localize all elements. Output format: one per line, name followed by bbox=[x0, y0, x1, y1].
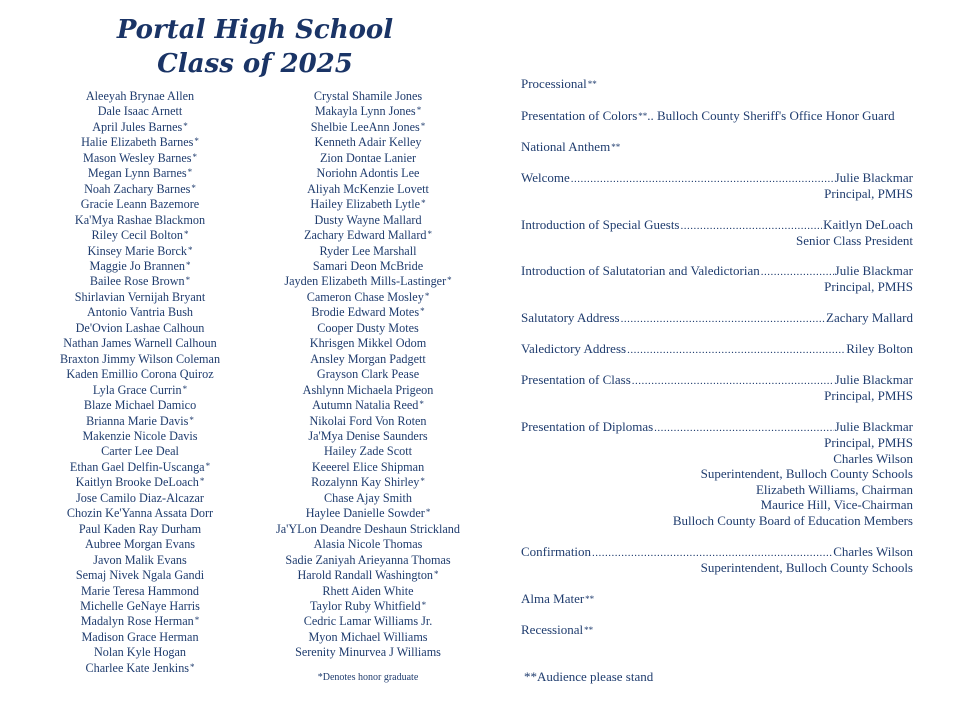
presenter-name: Charles Wilson bbox=[833, 450, 913, 466]
stand-mark: ** bbox=[585, 594, 595, 604]
graduate-name bbox=[243, 444, 493, 459]
graduate-name bbox=[243, 166, 493, 181]
graduate-name bbox=[15, 491, 265, 506]
dot-leader bbox=[592, 545, 832, 561]
honor-star-icon: * bbox=[447, 275, 452, 286]
graduate-name bbox=[243, 630, 493, 645]
graduate-name-text: Maggie Jo Brannen bbox=[89, 258, 185, 273]
graduate-name-text: Chozin Ke'Yanna Assata Dorr bbox=[66, 506, 214, 521]
honor-star-icon: * bbox=[191, 182, 196, 193]
stand-mark: ** bbox=[611, 142, 621, 152]
honor-star-icon: * bbox=[425, 507, 431, 518]
graduate-name bbox=[243, 321, 493, 336]
program-label: Presentation of Class bbox=[521, 372, 631, 387]
graduate-list-right bbox=[243, 89, 493, 661]
graduate-name-text: Nathan James Warnell Calhoun bbox=[63, 336, 217, 351]
honor-star-icon: * bbox=[420, 120, 426, 131]
honor-star-icon: * bbox=[182, 383, 188, 394]
program-speaker: Zachary Mallard bbox=[826, 310, 913, 325]
graduate-name-text: Noriohn Adontis Lee bbox=[316, 166, 420, 181]
graduate-name bbox=[15, 135, 265, 150]
program-speaker: Kaitlyn DeLoach bbox=[823, 217, 913, 232]
graduate-name-text: Cedric Lamar Williams Jr. bbox=[303, 614, 433, 629]
program-label: Confirmation bbox=[521, 544, 592, 559]
graduate-name-text: Blaze Michael Damico bbox=[83, 398, 197, 413]
graduate-name bbox=[243, 213, 493, 228]
graduate-name bbox=[243, 151, 493, 166]
graduate-name bbox=[15, 614, 265, 629]
graduate-name bbox=[243, 475, 493, 490]
graduate-name bbox=[243, 645, 493, 660]
honor-star-icon: * bbox=[190, 661, 195, 672]
honor-star-icon: * bbox=[183, 120, 188, 131]
program-speaker: Julie Blackmar bbox=[834, 263, 913, 278]
graduate-name-text: Kenneth Adair Kelley bbox=[314, 135, 422, 150]
presenter-name: Maurice Hill, Vice-Chairman bbox=[760, 497, 913, 512]
graduate-name bbox=[243, 429, 493, 444]
speaker-title: Principal, PMHS bbox=[824, 279, 913, 294]
graduate-name-text: Shelbie LeeAnn Jones bbox=[310, 119, 420, 134]
stand-mark: ** bbox=[638, 111, 648, 121]
speaker-title: Principal, PMHS bbox=[824, 388, 913, 403]
graduate-name-text: Madison Grace Herman bbox=[81, 629, 199, 644]
graduate-name-text: Cooper Dusty Motes bbox=[317, 320, 419, 335]
graduate-name bbox=[15, 290, 265, 305]
graduate-name bbox=[15, 383, 265, 398]
graduate-name bbox=[15, 537, 265, 552]
honor-star-icon: * bbox=[205, 460, 211, 471]
graduate-name bbox=[15, 336, 265, 351]
graduate-name-text: Kaden Emillio Corona Quiroz bbox=[66, 367, 214, 382]
graduate-name-text: Makayla Lynn Jones bbox=[314, 104, 416, 119]
program-alma-mater bbox=[521, 591, 913, 607]
graduate-name-text: Lyla Grace Currin bbox=[92, 382, 182, 397]
honor-star-icon: * bbox=[420, 476, 425, 487]
honor-star-icon: * bbox=[434, 569, 439, 580]
program-diplomas bbox=[521, 419, 913, 528]
program-salutatory bbox=[521, 310, 913, 326]
speaker-title: Senior Class President bbox=[796, 233, 913, 248]
honor-star-icon: * bbox=[199, 476, 205, 487]
graduate-name-text: Zion Dontae Lanier bbox=[319, 150, 417, 165]
program-label: National Anthem bbox=[521, 139, 611, 154]
graduate-name-text: Gracie Leann Bazemore bbox=[80, 197, 200, 212]
stand-mark: ** bbox=[584, 625, 594, 635]
program-label: Alma Mater bbox=[521, 591, 585, 606]
program-speaker: Riley Bolton bbox=[846, 341, 913, 356]
graduate-name bbox=[243, 414, 493, 429]
graduate-name bbox=[15, 568, 265, 583]
graduate-name-text: Hailey Zade Scott bbox=[324, 444, 412, 459]
graduate-name bbox=[243, 460, 493, 475]
program-colors bbox=[521, 108, 913, 124]
graduate-name bbox=[15, 506, 265, 521]
graduate-name bbox=[243, 537, 493, 552]
graduate-name-text: Zachary Edward Mallard bbox=[304, 228, 427, 243]
graduate-name bbox=[15, 321, 265, 336]
graduate-name-text: Carter Lee Deal bbox=[101, 444, 179, 459]
graduate-name-text: Charlee Kate Jenkins bbox=[85, 660, 190, 675]
honor-star-icon: * bbox=[185, 259, 191, 270]
graduate-name bbox=[15, 274, 265, 289]
graduate-name-text: De'Ovion Lashae Calhoun bbox=[75, 320, 205, 335]
program-speaker: Julie Blackmar bbox=[834, 170, 913, 185]
graduate-name-text: Sadie Zaniyah Arieyanna Thomas bbox=[285, 552, 451, 567]
graduate-name bbox=[243, 398, 493, 413]
graduate-name bbox=[15, 398, 265, 413]
dot-leader bbox=[681, 218, 823, 234]
graduate-name-text: Kinsey Marie Borck bbox=[87, 243, 187, 258]
school-title: Portal High School bbox=[116, 15, 394, 45]
graduate-name-text: Crystal Shamile Jones bbox=[313, 89, 423, 103]
graduate-name-text: Madalyn Rose Herman bbox=[80, 614, 194, 629]
graduate-name bbox=[15, 352, 265, 367]
graduate-name bbox=[15, 444, 265, 459]
dot-leader bbox=[654, 420, 834, 436]
honor-star-icon: * bbox=[188, 244, 193, 255]
graduate-name bbox=[243, 244, 493, 259]
graduate-name-text: Ja'YLon Deandre Deshaun Strickland bbox=[276, 521, 460, 536]
honor-star-icon: * bbox=[189, 414, 194, 425]
program-label: Introduction of Special Guests bbox=[521, 217, 680, 232]
graduate-name-text: Harold Randall Washington bbox=[297, 568, 434, 583]
graduate-name bbox=[243, 336, 493, 351]
graduate-name bbox=[15, 197, 265, 212]
graduate-name bbox=[15, 599, 265, 614]
graduate-name-text: Dusty Wayne Mallard bbox=[314, 212, 422, 227]
graduate-name bbox=[15, 120, 265, 135]
graduate-name-text: Myon Michael Williams bbox=[308, 629, 428, 644]
graduate-name bbox=[243, 352, 493, 367]
graduate-name-text: Braxton Jimmy Wilson Coleman bbox=[59, 351, 221, 366]
graduate-name-text: Megan Lynn Barnes bbox=[87, 166, 187, 181]
graduate-name-text: Antonio Vantria Bush bbox=[86, 305, 194, 320]
stand-mark: ** bbox=[587, 79, 597, 89]
program-special-guests bbox=[521, 217, 913, 249]
graduate-name bbox=[243, 553, 493, 568]
graduate-name-text: Kaitlyn Brooke DeLoach bbox=[75, 475, 199, 490]
graduate-name bbox=[243, 259, 493, 274]
class-year-title: Class of 2025 bbox=[157, 49, 353, 79]
graduate-name bbox=[243, 120, 493, 135]
program-label: Presentation of Colors bbox=[521, 108, 638, 123]
graduate-name bbox=[243, 614, 493, 629]
graduate-name bbox=[243, 182, 493, 197]
graduate-name-text: Ansley Morgan Padgett bbox=[310, 351, 426, 366]
graduate-name bbox=[15, 305, 265, 320]
presenter-group: Bulloch County Board of Education Members bbox=[672, 512, 913, 528]
graduate-name bbox=[243, 522, 493, 537]
graduate-name-text: Aliyah McKenzie Lovett bbox=[307, 181, 429, 196]
honor-star-icon: * bbox=[187, 167, 193, 178]
program-intro-salutatorian-valedictorian bbox=[521, 263, 913, 295]
graduate-name bbox=[15, 584, 265, 599]
graduate-name-text: Rhett Aiden White bbox=[322, 583, 414, 598]
graduate-name bbox=[243, 290, 493, 305]
graduate-name-text: Khrisgen Mikkel Odom bbox=[309, 336, 427, 351]
honor-star-icon: * bbox=[420, 306, 425, 317]
graduate-name-text: Paul Kaden Ray Durham bbox=[78, 521, 202, 536]
graduate-name-text: Javon Malik Evans bbox=[93, 552, 187, 567]
graduate-name-text: Riley Cecil Bolton bbox=[91, 228, 183, 243]
graduate-name bbox=[15, 244, 265, 259]
graduate-name-text: Ryder Lee Marshall bbox=[319, 243, 417, 258]
graduate-name bbox=[15, 151, 265, 166]
program-label: Processional bbox=[521, 76, 587, 91]
graduate-name bbox=[243, 584, 493, 599]
honor-star-icon: * bbox=[192, 151, 197, 162]
graduate-name bbox=[15, 89, 265, 104]
graduate-name-text: Michelle GeNaye Harris bbox=[80, 598, 200, 613]
graduate-name-text: Haylee Danielle Sowder bbox=[305, 506, 425, 521]
program-label: Introduction of Salutatorian and Valedictorian bbox=[521, 263, 760, 278]
graduate-name-text: Jayden Elizabeth Mills-Lastinger bbox=[284, 274, 447, 289]
honor-star-icon: * bbox=[419, 399, 424, 410]
honor-star-icon: * bbox=[427, 229, 432, 240]
graduate-name bbox=[243, 305, 493, 320]
graduate-name bbox=[15, 414, 265, 429]
graduate-name bbox=[243, 197, 493, 212]
program-label: Salutatory Address bbox=[521, 310, 620, 325]
program-anthem bbox=[521, 139, 913, 155]
graduate-name-text: Nolan Kyle Hogan bbox=[93, 645, 187, 660]
graduate-name-text: Brodie Edward Motes bbox=[311, 305, 420, 320]
graduate-name-text: Samari Deon McBride bbox=[312, 258, 424, 273]
dot-leader bbox=[761, 264, 834, 280]
graduate-name-text: Semaj Nivek Ngala Gandi bbox=[75, 568, 205, 583]
program-label: Welcome bbox=[521, 170, 570, 185]
graduate-name bbox=[243, 89, 493, 104]
graduate-name bbox=[243, 135, 493, 150]
graduate-name-text: Ethan Gael Delfin-Uscanga bbox=[69, 459, 205, 474]
graduate-name bbox=[243, 599, 493, 614]
graduate-name bbox=[15, 460, 265, 475]
program-confirmation bbox=[521, 544, 913, 576]
graduate-name-text: Taylor Ruby Whitfield bbox=[309, 598, 421, 613]
dot-leader bbox=[627, 342, 845, 358]
graduate-name bbox=[15, 213, 265, 228]
graduate-name-text: Serenity Minurvea J Williams bbox=[295, 645, 441, 660]
program-speaker: Julie Blackmar bbox=[834, 419, 913, 434]
graduate-name-text: Mason Wesley Barnes bbox=[83, 150, 192, 165]
speaker-title: Principal, PMHS bbox=[824, 186, 913, 201]
honor-star-icon: * bbox=[421, 198, 426, 209]
program-processional bbox=[521, 76, 913, 92]
honor-star-icon: * bbox=[421, 599, 427, 610]
graduate-name-text: April Jules Barnes bbox=[92, 119, 183, 134]
graduate-name-text: Bailee Rose Brown bbox=[89, 274, 185, 289]
graduate-name-text: Nikolai Ford Von Roten bbox=[309, 413, 427, 428]
program-label: Valedictory Address bbox=[521, 341, 627, 356]
graduate-name bbox=[243, 228, 493, 243]
graduate-name-text: Jose Camilo Diaz-Alcazar bbox=[76, 490, 204, 505]
audience-note bbox=[524, 669, 916, 685]
honor-star-icon: * bbox=[185, 275, 191, 286]
graduate-name bbox=[243, 383, 493, 398]
program-detail: .. Bulloch County Sheriff's Office Honor Guard bbox=[647, 108, 895, 123]
graduate-name-text: Dale Isaac Arnett bbox=[97, 104, 183, 119]
graduate-name-text: Keeerel Elice Shipman bbox=[311, 459, 425, 474]
graduate-name-text: Cameron Chase Mosley bbox=[306, 289, 424, 304]
honor-star-icon: * bbox=[424, 290, 430, 301]
dot-leader bbox=[621, 311, 825, 327]
graduate-name bbox=[15, 429, 265, 444]
graduate-name-text: Rozalynn Kay Shirley bbox=[311, 475, 420, 490]
graduate-name-text: Ka'Mya Rashae Blackmon bbox=[74, 212, 206, 227]
graduate-name bbox=[15, 259, 265, 274]
graduate-name bbox=[15, 228, 265, 243]
graduate-name bbox=[243, 367, 493, 382]
graduate-name bbox=[243, 506, 493, 521]
program-recessional bbox=[521, 622, 913, 638]
program-welcome bbox=[521, 170, 913, 202]
graduate-name bbox=[15, 630, 265, 645]
program-speaker: Julie Blackmar bbox=[834, 372, 913, 387]
graduate-name-text: Brianna Marie Davis bbox=[86, 413, 189, 428]
graduate-name bbox=[243, 568, 493, 583]
honor-star-icon: * bbox=[416, 105, 422, 116]
graduate-name bbox=[243, 491, 493, 506]
graduate-name-text: Autumn Natalia Reed bbox=[312, 398, 419, 413]
graduate-name-text: Marie Teresa Hammond bbox=[80, 583, 200, 598]
graduate-name-text: Noah Zachary Barnes bbox=[84, 181, 191, 196]
program-label: Presentation of Diplomas bbox=[521, 419, 654, 434]
honor-star-icon: * bbox=[183, 229, 189, 240]
graduate-name-text: Aleeyah Brynae Allen bbox=[85, 89, 195, 103]
dot-leader bbox=[571, 171, 834, 187]
program-presentation-of-class bbox=[521, 372, 913, 404]
graduate-name bbox=[15, 475, 265, 490]
graduate-name-text: Halie Elizabeth Barnes bbox=[81, 135, 194, 150]
graduate-name-text: Aubree Morgan Evans bbox=[84, 537, 196, 552]
speaker-title: Superintendent, Bulloch County Schools bbox=[700, 560, 913, 575]
honor-footnote: *Denotes honor graduate bbox=[317, 672, 419, 683]
graduate-name bbox=[15, 182, 265, 197]
presenter-name: Elizabeth Williams, Chairman bbox=[755, 481, 913, 497]
graduate-name bbox=[15, 553, 265, 568]
graduate-name bbox=[15, 522, 265, 537]
graduate-name-text: Shirlavian Vernijah Bryant bbox=[74, 289, 206, 304]
graduate-name bbox=[15, 367, 265, 382]
graduate-name bbox=[15, 645, 265, 660]
speaker-title: Principal, PMHS bbox=[824, 435, 913, 450]
program-speaker: Charles Wilson bbox=[833, 544, 913, 559]
program-label: Recessional bbox=[521, 622, 584, 637]
graduate-name-text: Hailey Elizabeth Lytle bbox=[310, 197, 421, 212]
graduate-name bbox=[243, 274, 493, 289]
graduate-name bbox=[15, 661, 265, 676]
graduate-name-text: Ja'Mya Denise Saunders bbox=[308, 428, 428, 443]
graduate-name bbox=[15, 166, 265, 181]
graduate-name-text: Makenzie Nicole Davis bbox=[82, 428, 198, 443]
program-valedictory bbox=[521, 341, 913, 357]
graduate-name bbox=[243, 104, 493, 119]
honor-star-icon: * bbox=[194, 136, 199, 147]
speaker-title: Superintendent, Bulloch County Schools bbox=[700, 466, 913, 481]
graduate-name-text: Alasia Nicole Thomas bbox=[313, 537, 423, 552]
graduate-name-text: Grayson Clark Pease bbox=[316, 367, 420, 382]
honor-star-icon: * bbox=[194, 615, 200, 626]
graduate-name-text: Chase Ajay Smith bbox=[323, 490, 413, 505]
audience-note-text: **Audience please stand bbox=[524, 669, 654, 684]
graduate-name-text: Ashlynn Michaela Prigeon bbox=[302, 382, 434, 397]
dot-leader bbox=[632, 373, 834, 389]
graduate-list-left bbox=[15, 89, 265, 676]
graduate-name bbox=[15, 104, 265, 119]
